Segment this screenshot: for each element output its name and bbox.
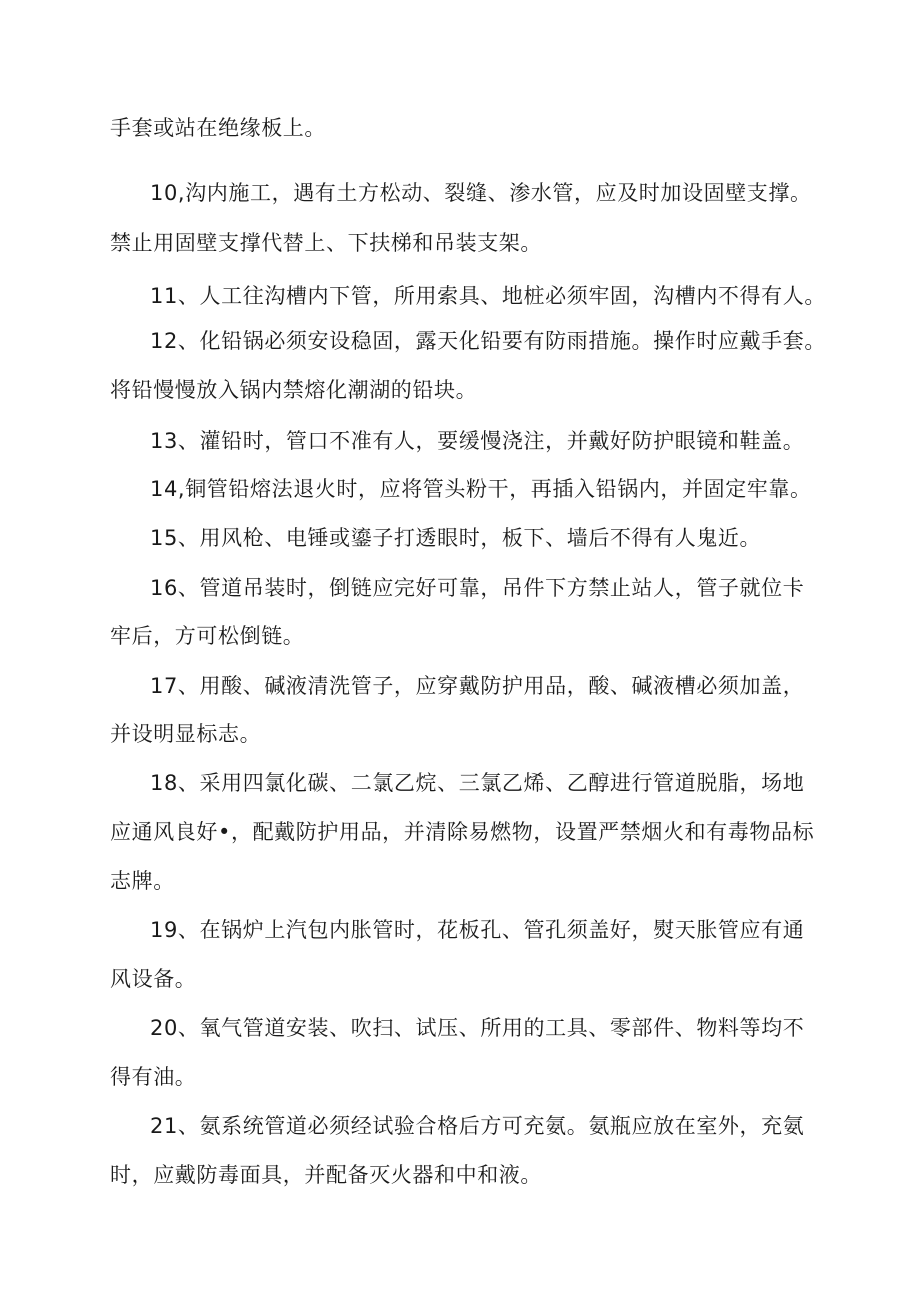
text-line: 并设明显标志。 [110, 722, 262, 746]
text-line: 11、人工往沟槽内下管，所用索具、地桩必须牢固，沟槽内不得有人。 [150, 284, 826, 308]
text-line: 21、氨系统管道必须经试验合格后方可充氨。氨瓶应放在室外，充氨 [150, 1114, 805, 1138]
text-line: 18、采用四氯化碳、二氯乙烷、三氯乙烯、乙醇进行管道脱脂，场地 [150, 771, 805, 795]
text-line: 20、氧气管道安装、吹扫、试压、所用的工具、零部件、物料等均不 [150, 1016, 805, 1040]
text-line: 牢后，方可松倒链。 [110, 624, 305, 648]
text-line: 禁止用固壁支撑代替上、下扶梯和吊装支架。 [110, 231, 542, 255]
text-line: 10,沟内施工，遇有土方松动、裂缝、渗水管，应及时加设固壁支撑。 [150, 181, 812, 205]
text-line: 手套或站在绝缘板上。 [110, 116, 326, 140]
text-line: 12、化铅锅必须安设稳固，露天化铅要有防雨措施。操作时应戴手套。 [150, 329, 826, 353]
text-line: 16、管道吊装时，倒链应完好可靠，吊件下方禁止站人，管子就位卡 [150, 576, 805, 600]
text-line: 风设备。 [110, 967, 197, 991]
text-line: 应通风良好•，配戴防护用品，并清除易燃物，设置严禁烟火和有毒物品标 [110, 820, 815, 844]
text-line: 15、用风枪、电锤或鎏子打透眼时，板下、墙后不得有人鬼近。 [150, 526, 762, 550]
text-line: 19、在锅炉上汽包内胀管时，花板孔、管孔须盖好，熨天胀管应有通 [150, 918, 805, 942]
text-line: 时，应戴防毒面具，并配备灭火器和中和液。 [110, 1163, 542, 1187]
text-line: 14,铜管铅熔法退火时，应将管头粉干，再插入铅锅内，并固定牢靠。 [150, 477, 812, 501]
text-line: 志牌。 [110, 869, 175, 893]
text-line: 将铅慢慢放入锅内禁熔化潮湖的铅块。 [110, 378, 478, 402]
text-line: 13、灌铅时，管口不准有人，要缓慢浇注，并戴好防护眼镜和鞋盖。 [150, 429, 805, 453]
text-line: 17、用酸、碱液清洗管子，应穿戴防护用品，酸、碱液槽必须加盖， [150, 674, 805, 698]
text-line: 得有油。 [110, 1065, 197, 1089]
